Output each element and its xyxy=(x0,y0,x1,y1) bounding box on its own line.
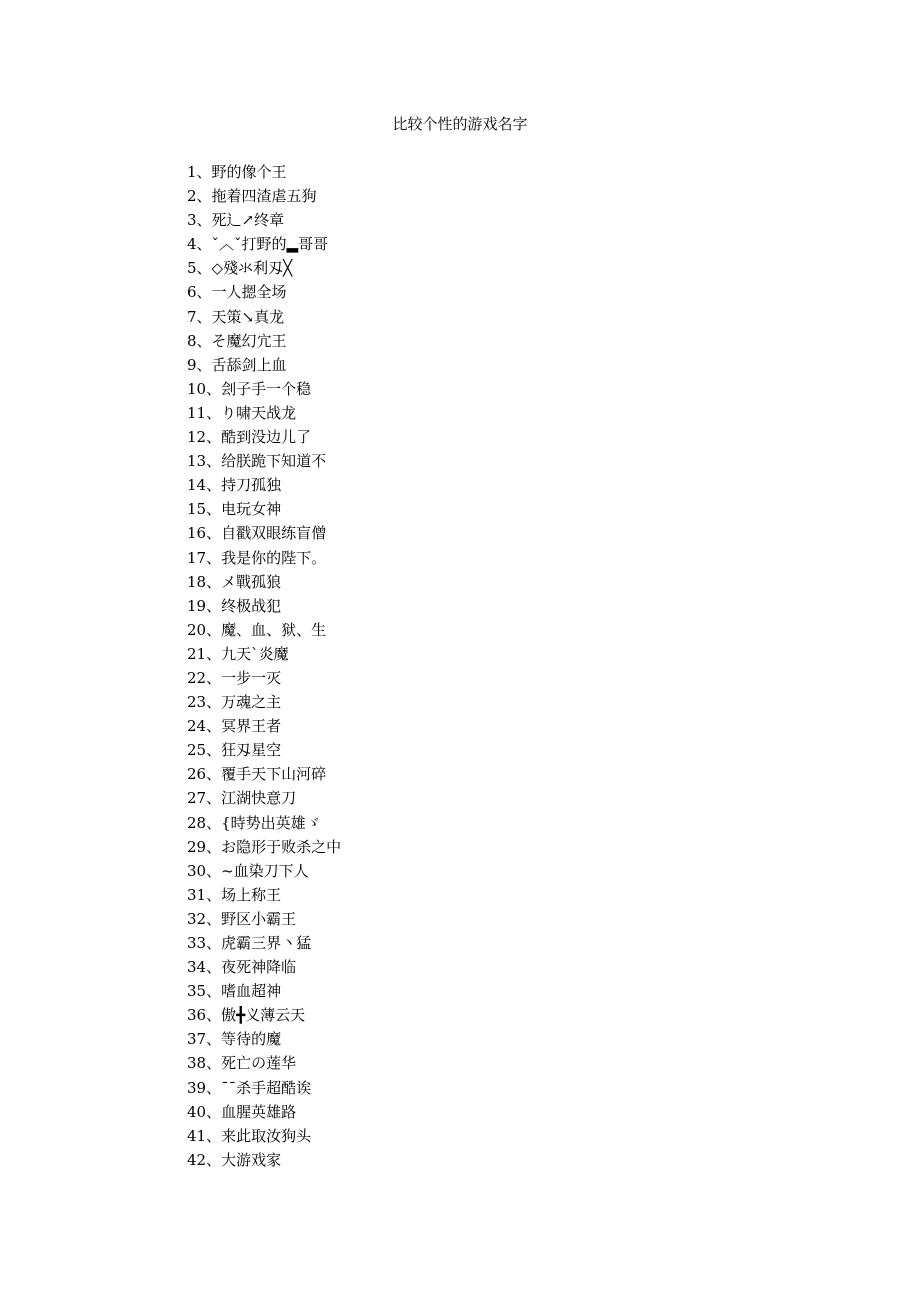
list-item xyxy=(187,282,341,306)
list-item xyxy=(187,788,341,812)
list-item-text: 18、メ戰孤狼 xyxy=(187,572,282,591)
list-item xyxy=(187,1005,341,1029)
list-item xyxy=(187,451,341,475)
list-item xyxy=(187,1150,341,1174)
list-item xyxy=(187,307,341,331)
list-item-text: 15、电玩女神 xyxy=(187,500,282,519)
list-item xyxy=(187,186,341,210)
list-item-text: 37、等待的魔 xyxy=(187,1030,282,1049)
list-item-text: 26、覆手天下山河碎 xyxy=(187,765,327,784)
list-item xyxy=(187,596,341,620)
list-item xyxy=(187,1029,341,1053)
list-item-text: 36、傲╋义薄云天 xyxy=(187,1006,306,1025)
list-item xyxy=(187,909,341,933)
list-item-text: 41、来此取汝狗头 xyxy=(187,1126,312,1145)
list-item-text: 42、大游戏家 xyxy=(187,1150,282,1169)
list-item xyxy=(187,644,341,668)
list-item xyxy=(187,403,341,427)
list-item-text: 33、虎霸三界丶猛 xyxy=(187,934,312,952)
list-item-text: 24、冥界王者 xyxy=(187,717,282,736)
list-item-text: 14、持刀孤独 xyxy=(187,476,282,495)
game-name-list xyxy=(187,162,341,1174)
list-item-text: 20、魔、血、狱、生 xyxy=(187,620,327,639)
list-item xyxy=(187,813,341,837)
list-item-text: 17、我是你的陛下。 xyxy=(187,548,327,567)
list-item-text: 8、そ魔幻宂王 xyxy=(187,331,287,350)
list-item-text: 3、死辶↗终章 xyxy=(187,211,285,230)
list-item-text: 23、万魂之主 xyxy=(187,693,282,712)
list-item-text: 16、自戳双眼练盲僧 xyxy=(187,524,327,543)
list-item-text: 25、狂刄星空 xyxy=(187,741,282,760)
list-item-text: 9、舌舔剑上血 xyxy=(187,355,287,374)
list-item xyxy=(187,523,341,547)
list-item xyxy=(187,957,341,981)
list-item-text: 22、一步一灭 xyxy=(187,668,282,687)
list-item-text: 5、◇殘氺利刄╳ xyxy=(187,259,293,278)
list-item xyxy=(187,837,341,861)
list-item xyxy=(187,885,341,909)
list-item xyxy=(187,258,341,282)
list-item xyxy=(187,331,341,355)
list-item xyxy=(187,620,341,644)
list-item xyxy=(187,716,341,740)
list-item-text: 38、死亡の莲华 xyxy=(187,1054,297,1073)
list-item xyxy=(187,548,341,572)
list-item-text: 1、野的像个王 xyxy=(187,163,287,181)
list-item xyxy=(187,1078,341,1102)
list-item-text: 35、嗜血超神 xyxy=(187,982,282,1001)
list-item-text: 11、り啸天战龙 xyxy=(187,403,297,422)
list-item-text: 31、场上称王 xyxy=(187,885,282,904)
list-item-text: 12、酷到没边儿了 xyxy=(187,428,312,447)
list-item-text: 21、九天`炎魔 xyxy=(187,644,289,663)
document-title: 比较个性的游戏名字 xyxy=(392,115,528,133)
list-item xyxy=(187,162,341,186)
list-item-text: 13、给朕跪下知道不 xyxy=(187,452,327,471)
list-item xyxy=(187,764,341,788)
list-item xyxy=(187,355,341,379)
list-item-text: 28、{時势出英雄ゞ xyxy=(187,813,321,832)
list-item xyxy=(187,572,341,596)
list-item-text: 27、江湖快意刀 xyxy=(187,789,297,808)
list-item xyxy=(187,668,341,692)
list-item xyxy=(187,210,341,234)
list-item-text: 30、~血染刀下人 xyxy=(187,861,309,880)
list-item xyxy=(187,692,341,716)
list-item xyxy=(187,234,341,258)
list-item xyxy=(187,427,341,451)
list-item-text: 39、¯¯杀手超酷诶 xyxy=(187,1078,312,1097)
list-item xyxy=(187,1126,341,1150)
list-item-text: 10、刽子手一个稳 xyxy=(187,379,312,398)
list-item xyxy=(187,933,341,957)
list-item-text: 32、野区小霸王 xyxy=(187,909,297,928)
list-item xyxy=(187,379,341,403)
list-item xyxy=(187,1053,341,1077)
list-item-text: 6、一人摁全场 xyxy=(187,283,287,302)
list-item xyxy=(187,499,341,523)
list-item-text: 19、终极战犯 xyxy=(187,596,282,615)
list-item xyxy=(187,861,341,885)
list-item-text: 29、お隐形于败杀之中 xyxy=(187,837,342,856)
list-item xyxy=(187,981,341,1005)
list-item xyxy=(187,1102,341,1126)
list-item-text: 40、血腥英雄路 xyxy=(187,1102,297,1121)
list-item-text: 7、天策↘真龙 xyxy=(187,307,285,326)
list-item-text: 2、拖着四渣虐五狗 xyxy=(187,187,317,206)
list-item xyxy=(187,475,341,499)
list-item-text: 34、夜死神降临 xyxy=(187,958,297,977)
list-item-text: 4、ˇ︿ˇ打野的▂哥哥 xyxy=(187,235,329,254)
list-item xyxy=(187,740,341,764)
